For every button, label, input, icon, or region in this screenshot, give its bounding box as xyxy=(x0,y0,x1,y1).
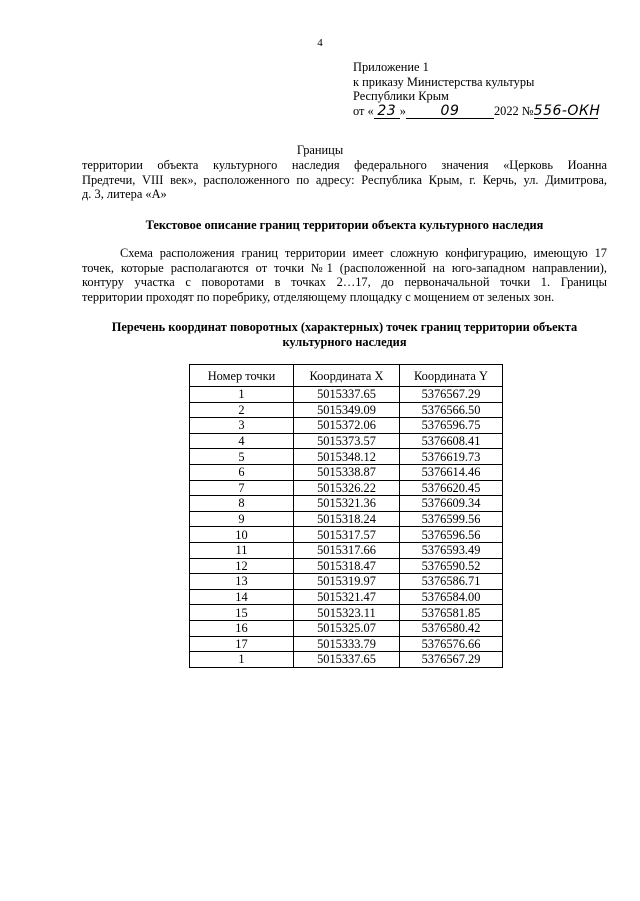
table-row xyxy=(190,387,503,403)
appendix-header xyxy=(353,60,633,119)
intro-line-2: Предтечи, VIII век», расположенного по адресу: Республика Крым, г. Керчь, ул. Димитрова, xyxy=(82,172,607,187)
list-heading-line-2: культурного наследия xyxy=(282,334,407,349)
coordinate-x-cell: 5015372.06 xyxy=(294,418,400,434)
header-coordinate-x: Координата X xyxy=(294,365,400,387)
description-text xyxy=(82,246,607,304)
coordinate-y-cell: 5376586.71 xyxy=(400,574,503,590)
point-number-cell: 16 xyxy=(190,620,294,636)
table-row xyxy=(190,605,503,621)
date-year: 2022 № xyxy=(493,103,534,118)
table-row xyxy=(190,464,503,480)
appendix-line-1: Приложение 1 xyxy=(353,60,429,74)
coordinate-x-cell: 5015349.09 xyxy=(294,402,400,418)
point-number-cell: 17 xyxy=(190,636,294,652)
point-number-cell: 1 xyxy=(190,387,294,403)
coordinate-y-cell: 5376593.49 xyxy=(400,542,503,558)
point-number-cell: 6 xyxy=(190,464,294,480)
list-heading xyxy=(82,320,607,349)
coordinate-y-cell: 5376580.42 xyxy=(400,620,503,636)
coordinate-x-cell: 5015333.79 xyxy=(294,636,400,652)
table-row xyxy=(190,636,503,652)
table-body xyxy=(190,387,503,668)
point-number-cell: 3 xyxy=(190,418,294,434)
description-line-1: Схема расположения границ территории имеет сложную конфигурацию, имеющую 17 xyxy=(120,246,607,260)
table-row xyxy=(190,589,503,605)
coordinate-x-cell: 5015348.12 xyxy=(294,449,400,465)
point-number-cell: 2 xyxy=(190,402,294,418)
point-number-cell: 1 xyxy=(190,652,294,668)
appendix-line-2: к приказу Министерства культуры xyxy=(353,74,535,89)
point-number-cell: 12 xyxy=(190,558,294,574)
point-number-cell: 10 xyxy=(190,527,294,543)
date-day-handwritten: 23 xyxy=(374,105,400,119)
appendix-date-line xyxy=(353,104,633,119)
appendix-line-3: Республики Крым xyxy=(353,89,449,103)
coordinate-y-cell: 5376566.50 xyxy=(400,402,503,418)
coordinate-x-cell: 5015337.65 xyxy=(294,652,400,668)
point-number-cell: 14 xyxy=(190,589,294,605)
table-row xyxy=(190,496,503,512)
coordinate-x-cell: 5015317.66 xyxy=(294,542,400,558)
table-row xyxy=(190,542,503,558)
coordinate-y-cell: 5376567.29 xyxy=(400,387,503,403)
table-row xyxy=(190,558,503,574)
page-number: 4 xyxy=(317,37,323,49)
header-coordinate-y: Координата Y xyxy=(400,365,503,387)
coordinate-x-cell: 5015321.47 xyxy=(294,589,400,605)
coordinate-y-cell: 5376567.29 xyxy=(400,652,503,668)
object-description xyxy=(82,158,607,202)
point-number-cell: 4 xyxy=(190,433,294,449)
header-point-number: Номер точки xyxy=(190,365,294,387)
coordinate-x-cell: 5015338.87 xyxy=(294,464,400,480)
table-row xyxy=(190,449,503,465)
coordinate-y-cell: 5376596.56 xyxy=(400,527,503,543)
point-number-cell: 5 xyxy=(190,449,294,465)
coordinate-y-cell: 5376590.52 xyxy=(400,558,503,574)
coordinate-x-cell: 5015326.22 xyxy=(294,480,400,496)
order-number-handwritten: 556-ОКН xyxy=(533,102,601,119)
description-line-2: точек, которые располагаются от точки №1 (расположенной на юго-западном направлении), xyxy=(82,260,607,275)
coordinate-x-cell: 5015317.57 xyxy=(294,527,400,543)
coordinate-x-cell: 5015318.47 xyxy=(294,558,400,574)
table-row xyxy=(190,480,503,496)
coordinate-x-cell: 5015337.65 xyxy=(294,387,400,403)
coordinate-x-cell: 5015325.07 xyxy=(294,620,400,636)
table-row xyxy=(190,511,503,527)
table-row xyxy=(190,527,503,543)
point-number-cell: 11 xyxy=(190,542,294,558)
point-number-cell: 13 xyxy=(190,574,294,590)
date-prefix: от « xyxy=(353,103,374,118)
description-line-4: территории проходят по поребрику, отделяющему площадку с мощением от зеленых зон. xyxy=(82,289,555,304)
point-number-cell: 9 xyxy=(190,511,294,527)
coordinate-x-cell: 5015321.36 xyxy=(294,496,400,512)
point-number-cell: 7 xyxy=(190,480,294,496)
coordinate-y-cell: 5376596.75 xyxy=(400,418,503,434)
table-row xyxy=(190,418,503,434)
coordinate-y-cell: 5376614.46 xyxy=(400,464,503,480)
point-number-cell: 15 xyxy=(190,605,294,621)
intro-line-3: д. 3, литера «А» xyxy=(82,187,167,201)
table-row xyxy=(190,574,503,590)
table-header-row xyxy=(190,365,503,387)
coordinate-y-cell: 5376576.66 xyxy=(400,636,503,652)
point-number-cell: 8 xyxy=(190,496,294,512)
coordinate-y-cell: 5376581.85 xyxy=(400,605,503,621)
coordinate-y-cell: 5376619.73 xyxy=(400,449,503,465)
table-row xyxy=(190,433,503,449)
coordinate-y-cell: 5376599.56 xyxy=(400,511,503,527)
date-mid: » xyxy=(399,103,406,118)
table-row xyxy=(190,652,503,668)
coordinate-y-cell: 5376620.45 xyxy=(400,480,503,496)
date-month-handwritten: 09 xyxy=(406,105,494,119)
table-row xyxy=(190,402,503,418)
boundary-title: Границы xyxy=(296,143,344,157)
coordinate-x-cell: 5015373.57 xyxy=(294,433,400,449)
intro-line-1: территории объекта культурного наследия федерального значения «Церковь Иоанна xyxy=(82,158,607,172)
coordinates-table xyxy=(189,364,503,668)
coordinate-y-cell: 5376584.00 xyxy=(400,589,503,605)
description-line-3: контуру участка с поворотами в точках 2…17, до первоначальной точки 1. Границы xyxy=(82,275,607,289)
table-row xyxy=(190,620,503,636)
coordinate-x-cell: 5015318.24 xyxy=(294,511,400,527)
coordinate-x-cell: 5015323.11 xyxy=(294,605,400,621)
coordinate-y-cell: 5376608.41 xyxy=(400,433,503,449)
coordinate-x-cell: 5015319.97 xyxy=(294,574,400,590)
coordinate-y-cell: 5376609.34 xyxy=(400,496,503,512)
description-heading: Текстовое описание границ территории объекта культурного наследия xyxy=(145,218,544,232)
list-heading-line-1: Перечень координат поворотных (характерных) точек границ территории объекта xyxy=(111,320,578,334)
